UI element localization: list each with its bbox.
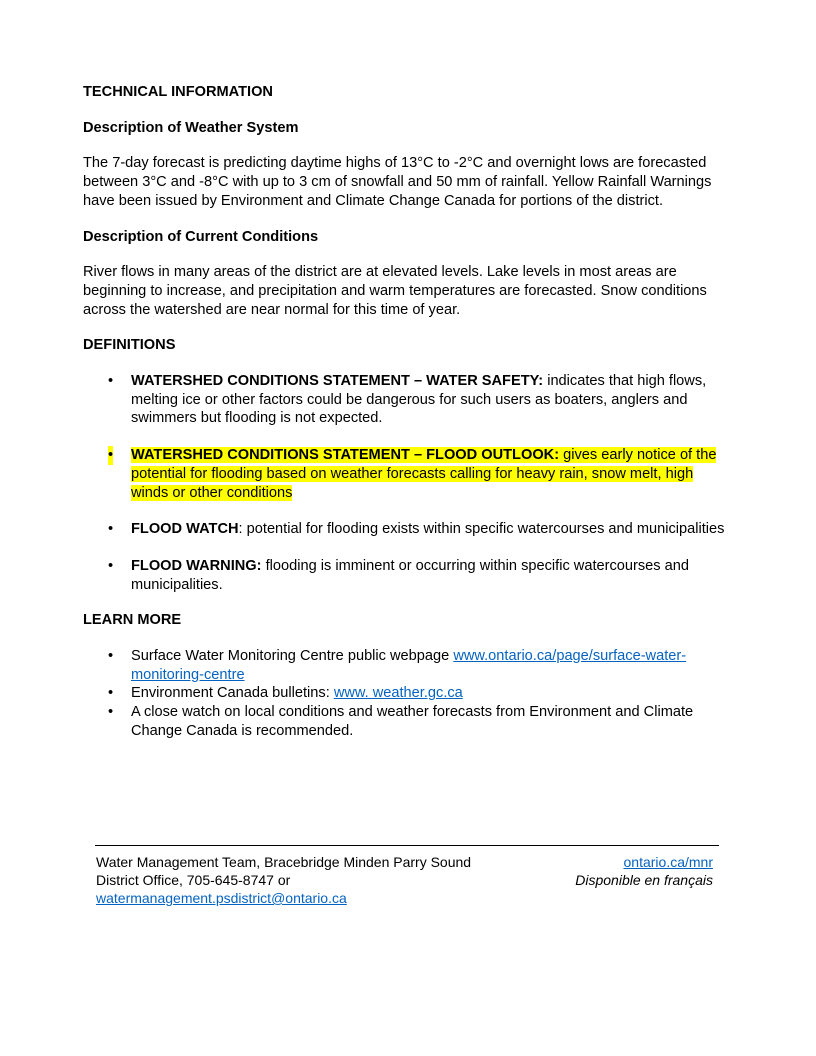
definition-text: gives early notice of the potential for flooding based on weather forecasts calling for heavy rain, snow melt, high winds or other conditions [131,447,717,501]
definition-term: FLOOD WATCH [131,521,239,538]
bullet-icon: • [108,521,114,538]
weather-gc-link[interactable]: www. weather.gc.ca [333,685,463,702]
current-conditions-heading: Description of Current Conditions [83,228,319,245]
technical-info-heading: TECHNICAL INFORMATION [83,84,273,100]
definition-text: flooding is imminent or occurring within specific watercourses and municipalities. [131,557,689,593]
weather-system-heading: Description of Weather System [83,119,299,136]
definition-flood-outlook [83,446,733,502]
footer-contact [96,853,516,907]
footer-contact-line2: District Office, 705-645-8747 or [96,872,291,888]
footer-divider [95,845,719,846]
bullet-icon: • [108,373,114,390]
bullet-icon: • [108,447,114,464]
surface-water-link[interactable]: www.ontario.ca/page/surface-water-monitoring-centre [131,648,687,683]
learn-more-text: Surface Water Monitoring Centre public webpage [131,648,454,665]
learn-more-item [83,703,733,740]
footer-website-link[interactable]: ontario.ca/mnr [623,854,713,870]
bullet-icon: • [108,685,114,702]
footer-contact-line1: Water Management Team, Bracebridge Minden Parry Sound [96,854,472,870]
definition-term: WATERSHED CONDITIONS STATEMENT – FLOOD OUTLOOK: [131,447,560,464]
bullet-icon: • [108,557,114,574]
learn-more-text: A close watch on local conditions and weather forecasts from Environment and Climate Change Canada is recommended. [131,704,694,739]
definition-flood-watch [83,520,733,539]
learn-more-list [83,647,733,741]
bullet-icon: • [108,704,114,721]
definition-text: : potential for flooding exists within specific watercourses and municipalities [238,521,725,538]
definition-text: indicates that high flows, melting ice or other factors could be dangerous for such users as boaters, anglers and swimmers but flooding is not expected. [131,373,707,427]
document-body [83,83,733,741]
definition-flood-warning [83,557,733,594]
definition-term: WATERSHED CONDITIONS STATEMENT – WATER SAFETY: [131,373,544,390]
definition-water-safety [83,372,733,428]
weather-system-text: The 7-day forecast is predicting daytime highs of 13°C to -2°C and overnight lows are forecasted between 3°C and -8°C with up to 3 cm of snowfall and 50 mm of rainfall. Yellow Rainfall Warnings have been issued by Environment and Climate Change Canada for portions of the district. [83,155,712,209]
definition-term: FLOOD WARNING: [131,557,262,574]
bullet-icon: • [108,648,114,665]
learn-more-item [83,647,733,684]
footer-right [575,853,713,889]
footer-french-note: Disponible en français [575,872,713,888]
learn-more-item [83,684,733,703]
current-conditions-text: River flows in many areas of the district are at elevated levels. Lake levels in most areas are beginning to increase, and precipitation and warm temperatures are forecasted. Snow conditions across the watershed are near normal for this time of year. [83,264,707,318]
learn-more-heading: LEARN MORE [83,612,182,629]
definitions-list [83,372,733,594]
definitions-heading: DEFINITIONS [83,337,176,354]
learn-more-text: Environment Canada bulletins: [131,685,334,702]
footer-email-link[interactable]: watermanagement.psdistrict@ontario.ca [96,890,347,906]
